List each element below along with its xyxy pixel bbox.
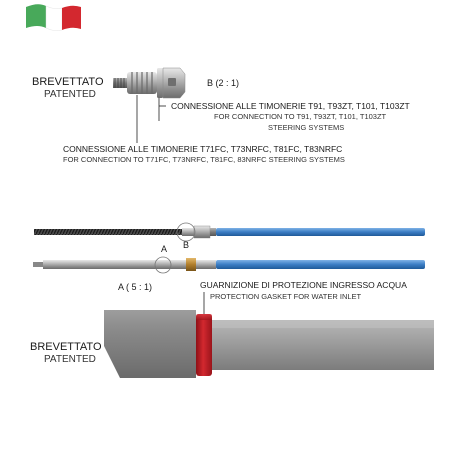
- gasket-label-main: GUARNIZIONE DI PROTEZIONE INGRESSO ACQUA: [200, 280, 407, 290]
- connection-1-sub-1: FOR CONNECTION TO T91, T93ZT, T101, T103ZT: [214, 112, 387, 121]
- brevettato-label-top: BREVETTATO: [32, 76, 104, 88]
- connection-1-sub-2: STEERING SYSTEMS: [268, 123, 345, 132]
- scale-label-b: B (2 : 1): [207, 78, 240, 88]
- cable-assembly-b: [34, 223, 425, 241]
- connection-1-main: CONNESSIONE ALLE TIMONERIE T91, T93ZT, T101, T103ZT: [171, 101, 410, 111]
- connection-2-main: CONNESSIONE ALLE TIMONERIE T71FC, T73NRFC, T81FC, T83NRFC: [63, 144, 343, 154]
- patented-label-top: PATENTED: [44, 89, 96, 100]
- cable-assembly-a: [33, 257, 425, 273]
- marker-b: B: [183, 240, 190, 250]
- connection-2-sub: FOR CONNECTION TO T71FC, T73NRFC, T81FC, 83NRFC STEERING SYSTEMS: [63, 155, 345, 164]
- scale-label-a: A ( 5 : 1): [118, 282, 153, 292]
- marker-a: A: [161, 244, 168, 254]
- patented-label-bottom: PATENTED: [44, 354, 96, 365]
- gasket-label-sub: PROTECTION GASKET FOR WATER INLET: [210, 292, 362, 301]
- brevettato-label-bottom: BREVETTATO: [30, 341, 102, 353]
- gasket-detail-a: [104, 292, 434, 378]
- italy-flag-icon: [26, 4, 81, 30]
